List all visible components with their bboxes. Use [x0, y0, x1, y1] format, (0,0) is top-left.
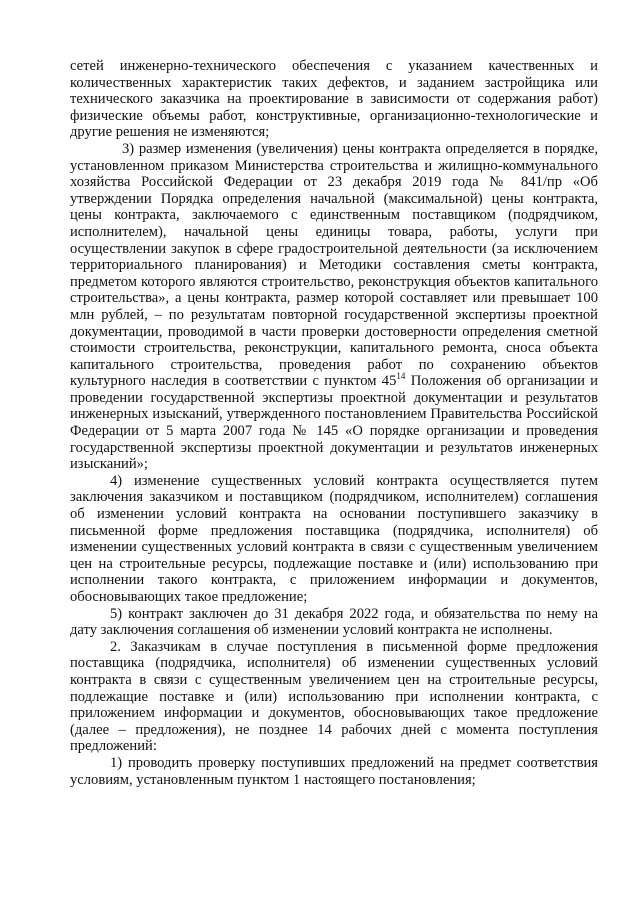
paragraph-item-5: 5) контракт заключен до 31 декабря 2022 года, и обязательства по нему на дату заключения соглашения об изменении условий контракта не исполнены. [70, 605, 598, 639]
paragraph-item-4: 4) изменение существенных условий контракта осуществляется путем заключения заказчиком и поставщиком (подрядчиком, исполнителем) соглашения об изменении условий контракта на основании поступившего заказчику в письменной форме предложения поставщика (подрядчика, исполнителя) об изменении существенных условий контракта в связи с существенным увеличением цен на строительные ресурсы, подлежащие поставке и (или) использованию при исполнении такого контракта, с приложением информации и документов, обосновывающих такое предложение; [70, 472, 598, 605]
footnote-superscript: 14 [396, 371, 406, 382]
paragraph-section-2: 2. Заказчикам в случае поступления в письменной форме предложения поставщика (подрядчика, исполнителя) об изменении существенных условий контракта в связи с существенным увеличением цен на строительные ресурсы, подлежащие поставке и (или) использованию при исполнении контракта, с приложением информации и документов, обосновывающих такое предложение (далее – предложения), не позднее 14 рабочих дней с момента поступления предложений: [70, 638, 598, 755]
paragraph-continuation: сетей инженерно-технического обеспечения с указанием качественных и количественных характеристик таких дефектов, и заданием застройщика или технического заказчика на проектирование в зависимости от содержания работ) физические объемы работ, конструктивные, организационно-технологические и другие решения не изменяются; [70, 58, 598, 141]
paragraph-subitem-1: 1) проводить проверку поступивших предложений на предмет соответствия условиям, установленным пунктом 1 настоящего постановления; [70, 754, 598, 788]
paragraph-item-3 [70, 141, 598, 473]
paragraph-item-3-text-end: Положения об организации и проведении государственной экспертизы проектной документации и результатов инженерных изысканий, утвержденного постановлением Правительства Российской Федерации от 5 марта 2007 года № 145 «О порядке организации и проведения государственной экспертизы проектной документации и результатов инженерных изысканий»; [70, 373, 598, 473]
paragraph-item-3-text-start: 3) размер изменения (увеличения) цены контракта определяется в порядке, установленном приказом Министерства строительства и жилищно-коммунального хозяйства Российской Федерации от 23 декабря 2019 года № 841/пр «Об утверждении Порядка определения начальной (максимальной) цены контракта, цены контракта, заключаемого с единственным поставщиком (подрядчиком, исполнителем), начальной цены единицы товара, работы, услуги при осуществлении закупок в сфере градостроительной деятельности (за исключением территориального планирования) и Методики составления сметы контракта, предметом которого являются строительство, реконструкция объектов капитального строительства», а цены контракта, размер которой составляет или превышает 100 млн рублей, – по результатам повторной государственной экспертизы проектной документации, проводимой в части проверки достоверности определения сметной стоимости строительства, реконструкции, капитального ремонта, сноса объекта капитального строительства, проведения работ по сохранению объектов культурного наследия в соответствии с пунктом 45 [70, 140, 598, 390]
document-body [70, 58, 598, 788]
